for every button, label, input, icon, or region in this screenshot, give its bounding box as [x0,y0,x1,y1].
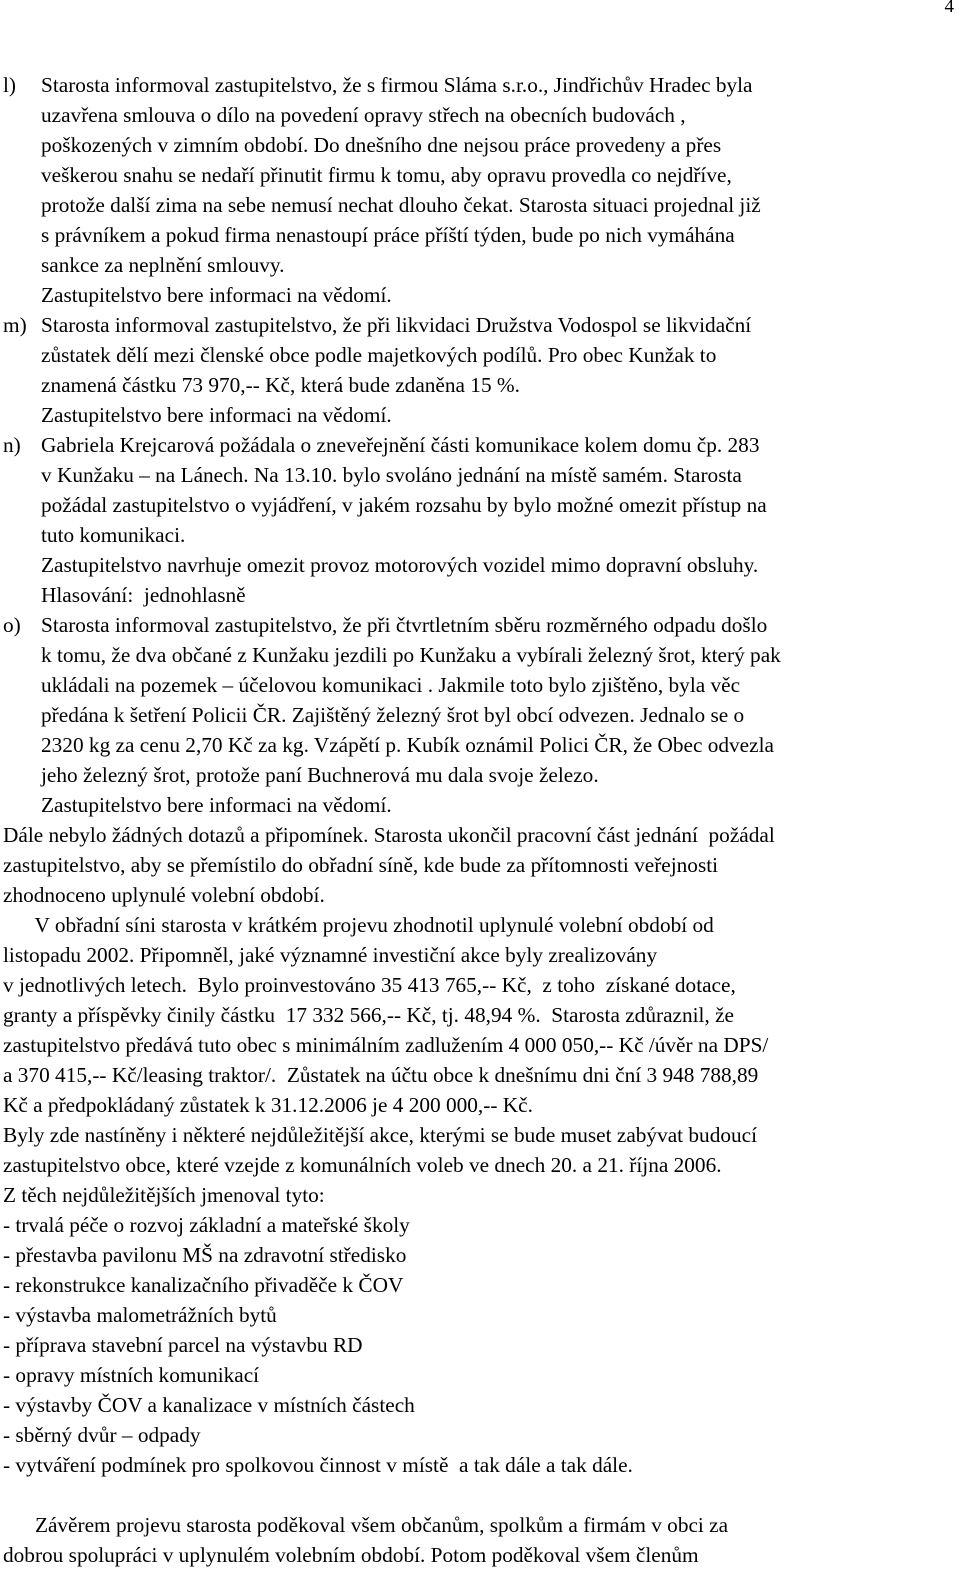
item-label: n) [3,433,21,457]
text-line: zastupitelstvo, aby se přemístilo do obřadní síně, kde bude za přítomnosti veřejnosti [3,853,719,877]
text-line: Starosta informoval zastupitelstvo, že při čtvrtletním sběru rozměrného odpadu došlo [41,613,768,637]
list-item: - výstavba malometrážních bytů [3,1303,277,1327]
item-n [3,430,952,610]
text-line: V obřadní síni starosta v krátkém projevu zhodnotil uplynulé volební období od [3,913,714,937]
item-l [3,70,952,310]
item-o [3,610,952,820]
final-paragraph [3,1510,952,1570]
text-line: Závěrem projevu starosta poděkoval všem občanům, spolkům a firmám v obci za [3,1513,729,1537]
text-line: požádal zastupitelstvo o vyjádření, v jakém rozsahu by bylo možné omezit přístup na [41,493,767,517]
item-body [41,70,952,310]
text-line: poškozených v zimním období. Do dnešního dne nejsou práce provedeny a přes [41,133,722,157]
paragraph-gap [3,1480,952,1510]
text-line: 2320 kg za cenu 2,70 Kč za kg. Vzápětí p. Kubík oznámil Polici ČR, že Obec odvezla [41,733,774,757]
list-item: - opravy místních komunikací [3,1363,260,1387]
text-line: Kč a předpokládaný zůstatek k 31.12.2006 je 4 200 000,-- Kč. [3,1093,533,1117]
text-line: s právníkem a pokud firma nenastoupí práce příští týden, bude po nich vymáhána [41,223,735,247]
text-line: předána k šetření Policii ČR. Zajištěný železný šrot byl obcí odvezen. Jednalo se o [41,703,745,727]
text-line: zhodnoceno uplynulé volební období. [3,883,325,907]
list-item: - trvalá péče o rozvoj základní a mateřské školy [3,1213,410,1237]
text-line: zůstatek dělí mezi členské obce podle majetkových podílů. Pro obec Kunžak to [41,343,717,367]
list-item: - sběrný dvůr – odpady [3,1423,201,1447]
item-label: l) [3,73,17,97]
text-line: zastupitelstvo předává tuto obec s minimálním zadlužením 4 000 050,-- Kč /úvěr na DPS/ [3,1033,769,1057]
text-line: Hlasování: jednohlasně [41,583,246,607]
text-line: jeho železný šrot, protože paní Buchnerová mu dala svoje železo. [41,763,599,787]
item-body [41,310,952,430]
page-number: 4 [944,0,954,17]
list-item: - příprava stavební parcel na výstavbu RD [3,1333,363,1357]
item-body [41,430,952,610]
item-label: m) [3,313,27,337]
text-line: Z těch nejdůležitějších jmenoval tyto: [3,1183,325,1207]
item-m [3,310,952,430]
text-line: v jednotlivých letech. Bylo proinvestováno 35 413 765,-- Kč, z toho získané dotace, [3,973,736,997]
list-item: - rekonstrukce kanalizačního přivaděče k ČOV [3,1273,404,1297]
text-line: tuto komunikaci. [41,523,186,547]
text-line: Zastupitelstvo navrhuje omezit provoz motorových vozidel mimo dopravní obsluhy. [41,553,759,577]
text-line: zastupitelstvo obce, které vzejde z komunálních voleb ve dnech 20. a 21. října 2006. [3,1153,722,1177]
text-line: granty a příspěvky činily částku 17 332 566,-- Kč, tj. 48,94 %. Starosta zdůraznil, že [3,1003,735,1027]
document-body [3,70,952,1570]
closing-section [3,820,952,1480]
text-line: Gabriela Krejcarová požádala o zneveřejnění části komunikace kolem domu čp. 283 [41,433,760,457]
text-line: Zastupitelstvo bere informaci na vědomí. [41,793,392,817]
text-line: ukládali na pozemek – účelovou komunikaci . Jakmile toto bylo zjištěno, byla věc [41,673,741,697]
text-line: v Kunžaku – na Lánech. Na 13.10. bylo svoláno jednání na místě samém. Starosta [41,463,742,487]
list-item: - výstavby ČOV a kanalizace v místních částech [3,1393,415,1417]
list-item: - vytváření podmínek pro spolkovou činnost v místě a tak dále a tak dále. [3,1453,633,1477]
text-line: protože další zima na sebe nemusí nechat dlouho čekat. Starosta situaci projednal již [41,193,761,217]
text-line: Starosta informoval zastupitelstvo, že s firmou Sláma s.r.o., Jindřichův Hradec byla [41,73,753,97]
text-line: a 370 415,-- Kč/leasing traktor/. Zůstatek na účtu obce k dnešnímu dni ční 3 948 788,89 [3,1063,759,1087]
text-line: veškerou snahu se nedaří přinutit firmu k tomu, aby opravu provedla co nejdříve, [41,163,732,187]
text-line: k tomu, že dva občané z Kunžaku jezdili po Kunžaku a vybírali železný šrot, který pak [41,643,781,667]
text-line: listopadu 2002. Připomněl, jaké významné investiční akce byly zrealizovány [3,943,658,967]
text-line: Starosta informoval zastupitelstvo, že při likvidaci Družstva Vodospol se likvidační [41,313,752,337]
text-line: dobrou spolupráci v uplynulém volebním období. Potom poděkoval všem členům [3,1543,699,1567]
text-line: Dále nebylo žádných dotazů a připomínek. Starosta ukončil pracovní část jednání požádal [3,823,775,847]
text-line: Byly zde nastíněny i některé nejdůležitější akce, kterými se bude muset zabývat budoucí [3,1123,758,1147]
list-item: - přestavba pavilonu MŠ na zdravotní středisko [3,1243,407,1267]
text-line: Zastupitelstvo bere informaci na vědomí. [41,283,392,307]
text-line: sankce za neplnění smlouvy. [41,253,285,277]
text-line: uzavřena smlouva o dílo na povedení opravy střech na obecních budovách , [41,103,686,127]
item-body [41,610,952,820]
item-label: o) [3,613,21,637]
text-line: Zastupitelstvo bere informaci na vědomí. [41,403,392,427]
text-line: znamená částku 73 970,-- Kč, která bude zdaněna 15 %. [41,373,520,397]
